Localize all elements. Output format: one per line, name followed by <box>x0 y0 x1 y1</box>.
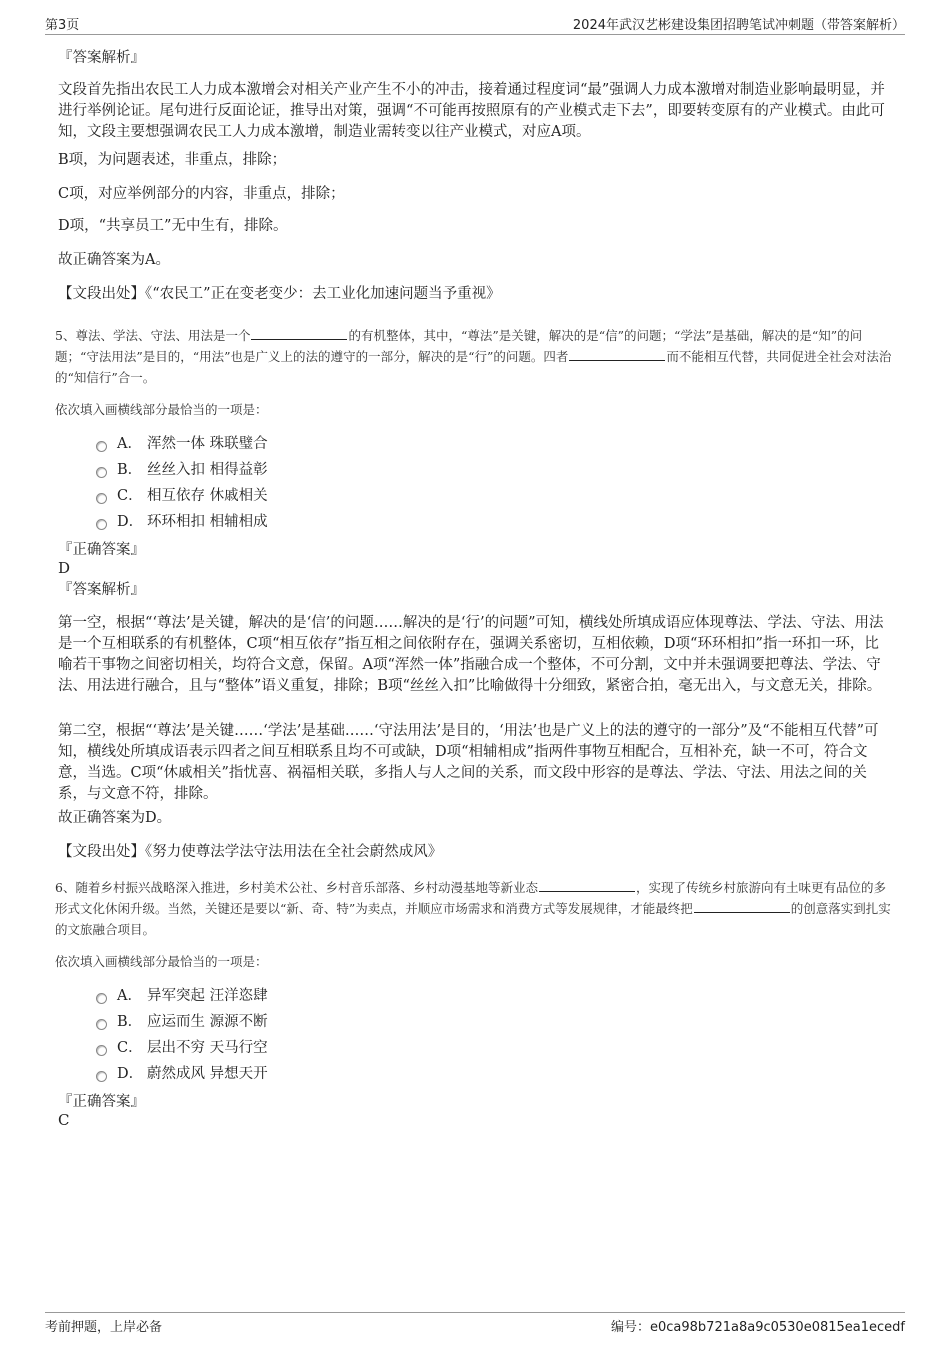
option-text: 异军突起 汪洋恣肆 <box>147 988 268 1004</box>
q5-option-c[interactable] <box>96 486 268 506</box>
radio-icon[interactable] <box>96 993 107 1004</box>
q6-option-a[interactable] <box>96 986 268 1006</box>
q6-option-b[interactable] <box>96 1012 268 1032</box>
q4-analysis-paragraph: 文段首先指出农民工人力成本激增会对相关产业产生不小的冲击，接着通过程度词“最”强调人力成本激增对制造业影响最明显，并进行举例论证。尾句进行反面论证，推导出对策，强调“不可能再按照原有的产业模式走下去”，即要转变原有的产业模式。由此可知，文段主要想强调农民工人力成本激增，制造业需转变以往产业模式，对应A项。 <box>58 82 885 140</box>
q5-source <box>58 842 893 863</box>
q5-prompt: 依次填入画横线部分最恰当的一项是： <box>55 402 268 417</box>
option-text: 蔚然成风 异想天开 <box>147 1066 268 1082</box>
footer-serial-number: 编号：e0ca98b721a8a9c0530e0815ea1ecedf <box>611 1320 905 1335</box>
source-label: 【文段出处】 <box>58 286 145 302</box>
q6-answer-label: 『正确答案』 <box>58 1094 145 1110</box>
option-text: 相互依存 休戚相关 <box>147 488 268 504</box>
option-letter: A． <box>117 988 142 1004</box>
fill-blank <box>251 326 347 340</box>
q6-option-c[interactable] <box>96 1038 268 1058</box>
question-text-part: 而不能相互代替，共同促进全社会对法治的“知信行”合一。 <box>55 349 892 385</box>
source-text: 《努力使尊法学法守法用法在全社会蔚然成风》 <box>145 844 443 860</box>
radio-icon[interactable] <box>96 467 107 478</box>
source-text: 《“农民工”正在变老变少：去工业化加速问题当予重视》 <box>145 286 501 302</box>
q4-analysis-label: 『答案解析』 <box>58 50 145 66</box>
q6-prompt: 依次填入画横线部分最恰当的一项是： <box>55 954 268 969</box>
q5-analysis-label: 『答案解析』 <box>58 582 145 598</box>
q4-analysis-option-d: D项，“共享员工”无中生有，排除。 <box>58 218 288 234</box>
q6-option-d[interactable] <box>96 1064 268 1084</box>
question-text-part: ，实现了传统乡村旅游向有土味更有品位的多形式文化休闲升级。当然，关键还是要以“新、奇、特”为卖点，并顺应市场需求和消费方式等发展规律，才能最终把 <box>55 880 886 916</box>
q5-option-a[interactable] <box>96 434 268 454</box>
option-letter: C． <box>117 1040 143 1056</box>
source-label: 【文段出处】 <box>58 844 145 860</box>
option-letter: B． <box>117 462 143 478</box>
question-text-part: 5、尊法、学法、守法、用法是一个 <box>55 328 251 343</box>
radio-icon[interactable] <box>96 1045 107 1056</box>
footer-slogan: 考前押题，上岸必备 <box>45 1320 163 1335</box>
option-text: 环环相扣 相辅相成 <box>147 514 268 530</box>
q6-answer: C <box>58 1111 70 1129</box>
radio-icon[interactable] <box>96 493 107 504</box>
option-letter: D． <box>117 1066 144 1082</box>
option-letter: C． <box>117 488 143 504</box>
option-text: 浑然一体 珠联璧合 <box>147 436 268 452</box>
q4-conclusion: 故正确答案为A。 <box>58 252 170 268</box>
fill-blank <box>569 347 665 361</box>
q5-answer-label: 『正确答案』 <box>58 542 145 558</box>
q5-option-b[interactable] <box>96 460 268 480</box>
option-text: 层出不穷 天马行空 <box>147 1040 268 1056</box>
q5-option-d[interactable] <box>96 512 268 532</box>
q5-analysis-paragraph-2: 第二空，根据“‘尊法’是关键……‘学法’是基础……‘守法用法’是目的，‘用法’也是广义上的法的遵守的一部分”及“不能相互代替”可知，横线处所填成语表示四者之间互相联系且均不可或缺，D项“相辅相成”指两件事物互相配合，互相补充，缺一不可，符合文意，当选。C项“休戚相关”指忧喜、祸福相关联，多指人与人之间的关系，而文段中形容的是尊法、学法、守法、用法之间的关系，与文意不符，排除。 <box>58 723 879 802</box>
page-number: 第3页 <box>45 18 80 33</box>
question-text-part: 的创意落实到扎实的文旅融合项目。 <box>55 901 891 937</box>
question-text-part: 6、随着乡村振兴战略深入推进，乡村美术公社、乡村音乐部落、乡村动漫基地等新业态 <box>55 880 538 895</box>
option-letter: D． <box>117 514 144 530</box>
q4-source <box>58 284 893 305</box>
radio-icon[interactable] <box>96 441 107 452</box>
q5-answer: D <box>58 559 71 577</box>
q4-analysis-option-c: C项，对应举例部分的内容，非重点，排除； <box>58 186 345 202</box>
option-letter: A． <box>117 436 142 452</box>
option-text: 丝丝入扣 相得益彰 <box>147 462 268 478</box>
document-title: 2024年武汉艺彬建设集团招聘笔试冲刺题（带答案解析） <box>572 18 905 33</box>
option-text: 应运而生 源源不断 <box>147 1014 268 1030</box>
q4-analysis-option-b: B项，为问题表述，非重点，排除； <box>58 152 287 168</box>
question-text-part: 的有机整体，其中，“尊法”是关键，解决的是“信”的问题；“学法”是基础，解决的是“知”的问题；“守法用法”是目的，“用法”也是广义上的法的遵守的一部分，解决的是“行”的问题。四者 <box>55 328 863 364</box>
q5-question-text <box>55 325 895 388</box>
radio-icon[interactable] <box>96 519 107 530</box>
page-footer <box>45 1312 905 1335</box>
q5-conclusion: 故正确答案为D。 <box>58 810 172 826</box>
fill-blank <box>539 878 635 892</box>
radio-icon[interactable] <box>96 1071 107 1082</box>
radio-icon[interactable] <box>96 1019 107 1030</box>
page-header <box>45 14 905 35</box>
option-letter: B． <box>117 1014 143 1030</box>
q5-analysis-paragraph-1: 第一空，根据“‘尊法’是关键，解决的是‘信’的问题……解决的是‘行’的问题”可知，横线处所填成语应体现尊法、学法、守法、用法是一个互相联系的有机整体，C项“相互依存”指互相之间依附存在，强调关系密切，互相依赖，D项“环环相扣”指一环扣一环，比喻若干事物之间密切相关，均符合文意，保留。A项“浑然一体”指融合成一个整体，不可分割，文中并未强调要把尊法、学法、守法、用法进行融合，且与“整体”语义重复，排除；B项“丝丝入扣”比喻做得十分细致，紧密合拍，毫无出入，与文意无关，排除。 <box>58 615 884 694</box>
fill-blank <box>694 899 790 913</box>
q6-question-text <box>55 877 895 940</box>
